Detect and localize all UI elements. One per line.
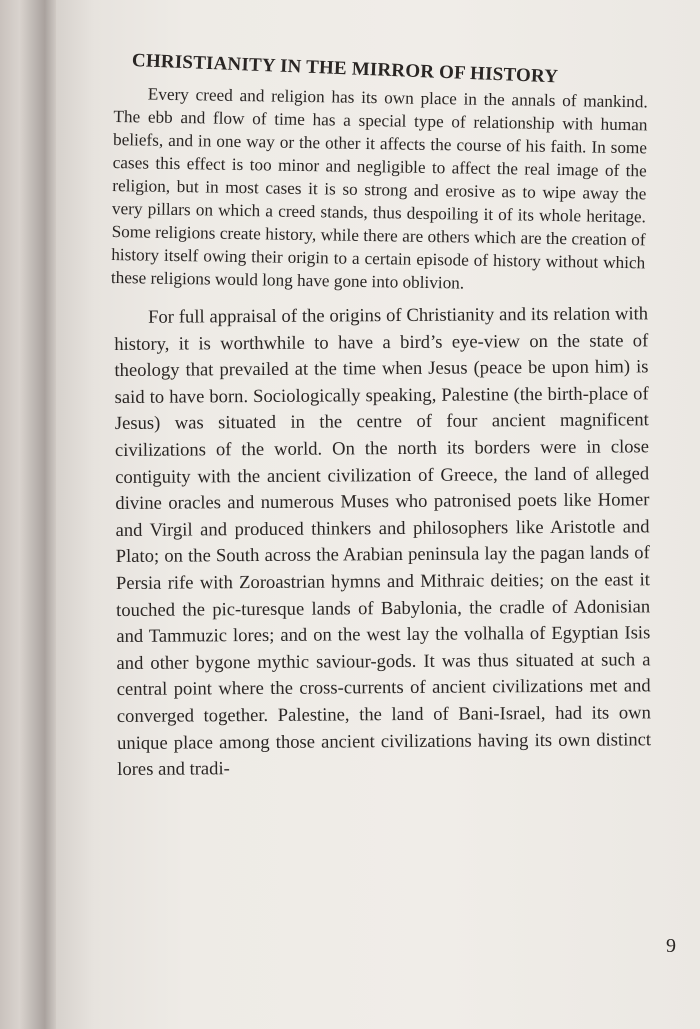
paragraph-1: Every creed and religion has its own place in the annals of mankind. The ebb and flow of time has a special type of relationship with human beliefs, and in one way or the other it affects the course of his faith. In some cases this effect is too minor and negligible to affect the real image of the religion, but in most cases it is so strong and erosive as to wipe away the very pillars on which a creed stands, thus despoiling it of its whole heritage. Some religions create history, while there are others which are the creation of history itself owing their origin to a certain episode of history without which these religions would long have gone into oblivion. <box>110 84 648 293</box>
page-content <box>110 50 652 784</box>
book-gutter <box>0 0 56 1029</box>
page-number: 9 <box>666 935 676 957</box>
book-page <box>56 0 700 1029</box>
paragraph-2: For full appraisal of the origins of Christianity and its relation with history, it is worthwhile to have a bird’s eye-view on the state of theology that prevailed at the time when Jesus (peace be upon him) is said to have born. Sociologically speaking, Palestine (the birth-place of Jesus) was situated in the centre of four ancient magnificent civilizations of the world. On the north its borders were in close contiguity with the ancient civilization of Greece, the land of alleged divine oracles and numerous Muses who patronised poets like Homer and Virgil and produced thinkers and philosophers like Aristotle and Plato; on the South across the Arabian peninsula lay the pagan lands of Persia rife with Zoroastrian hymns and Mithraic deities; on the east it touched the pic-turesque lands of Babylonia, the cradle of Adonisian and Tammuzic lores; and on the west lay the volhalla of Egyptian Isis and other bygone mythic saviour-gods. It was thus situated at such a central point where the cross-currents of ancient civilizations met and converged together. Palestine, the land of Bani-Israel, had its own unique place among those ancient civilizations having its own distinct lores and tradi- <box>114 303 652 781</box>
chapter-heading: CHRISTIANITY IN THE MIRROR OF HISTORY <box>131 50 559 88</box>
